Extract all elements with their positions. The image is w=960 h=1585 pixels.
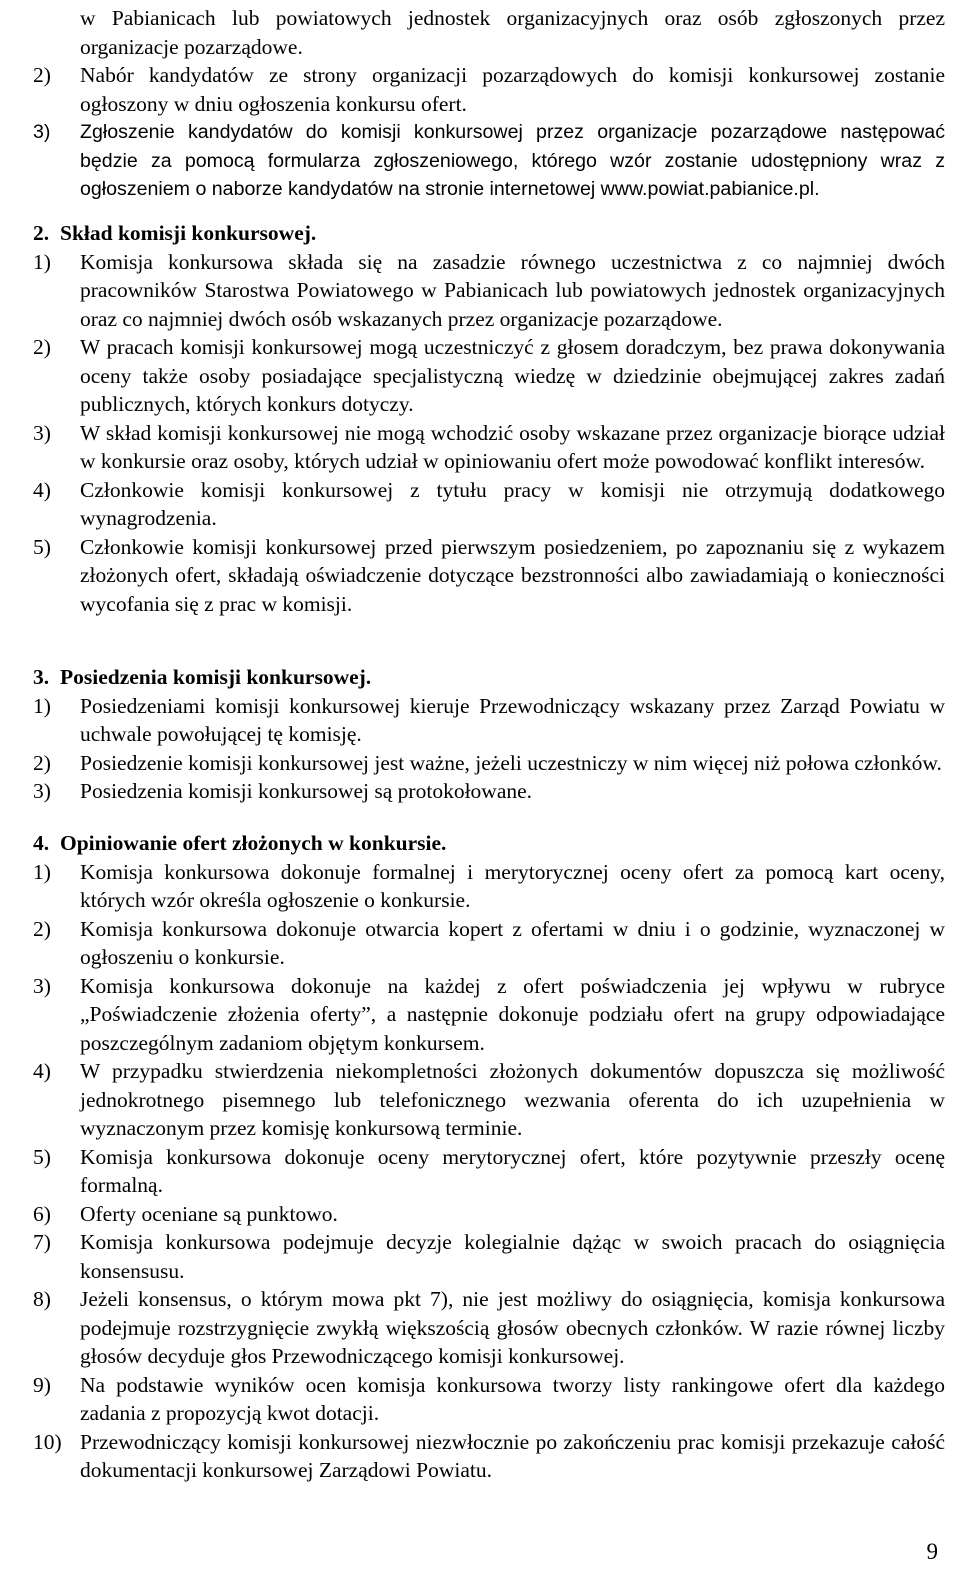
item-text: W skład komisji konkursowej nie mogą wchodzić osoby wskazane przez organizacje biorące udział w konkursie oraz osoby, których udział w opiniowaniu ofert może powodować konflikt interesów. [80,420,945,473]
item-text: Komisja konkursowa podejmuje decyzje kolegialnie dążąc w swoich pracach do osiągnięcia konsensusu. [80,1230,945,1283]
list-item [33,248,945,334]
section-title: Posiedzenia komisji konkursowej. [60,665,372,689]
item-text: Przewodniczący komisji konkursowej niezwłocznie po zakończeniu prac komisji przekazuje całość dokumentacji konkursowej Zarządowi Powiatu. [80,1429,945,1482]
list-item [33,915,945,972]
item-number: 1) [33,249,51,274]
item-number: 4) [33,1059,51,1083]
item-text: Komisja konkursowa dokonuje na każdej z ofert poświadczenia jej wpływu w rubryce „Poświadczenie złożenia oferty”, a następnie dokonuje podziału ofert na grupy odpowiadające poszczególnym zadaniom objętym konkursem. [80,973,945,1055]
list-item [33,533,945,619]
item-number: 3) [33,779,51,803]
item-number: 2) [33,750,51,775]
item-text: Na podstawie wyników ocen komisja konkursowa tworzy listy rankingowe ofert dla każdego zadania z propozycją kwot dotacji. [80,1372,945,1425]
item-number: 7) [33,1230,51,1254]
item-number: 2) [33,916,51,941]
list-item [33,118,945,204]
section-number: 2. [33,221,50,245]
section-opiniowanie [33,829,945,1485]
list-item [33,777,945,806]
section-heading [33,663,945,692]
item-text: W przypadku stwierdzenia niekompletności złożonych dokumentów dopuszcza się możliwość jednokrotnego pisemnego lub telefonicznego wezwania oferenta do ich uzupełnienia w wyznaczonym przez komisję konkursową terminie. [80,1059,945,1140]
list-item [33,692,945,749]
list-item [33,1143,945,1200]
section-number: 3. [33,665,50,689]
item-text: Posiedzeniami komisji konkursowej kieruje Przewodniczący wskazany przez Zarząd Powiatu w uchwale powołującej tę komisję. [80,693,945,746]
section-sklad-komisji [33,219,945,618]
item-text: Komisja konkursowa dokonuje formalnej i merytorycznej oceny ofert za pomocą kart oceny, których wzór określa ogłoszenie o konkursie. [80,859,945,912]
item-number: 1) [33,859,51,884]
list-item [33,1228,945,1285]
item-number: 3) [33,121,51,143]
item-number: 3) [33,420,51,445]
list-item [33,972,945,1058]
list-item [33,1371,945,1428]
list-item [33,1285,945,1371]
item-number: 8) [33,1287,51,1311]
item-number: 2) [33,63,51,87]
section-posiedzenia [33,663,945,806]
list-item [33,61,945,118]
list-item [33,419,945,476]
item-text: Posiedzenia komisji konkursowej są protokołowane. [80,779,533,803]
item-number: 10) [33,1429,62,1454]
section-title: Skład komisji konkursowej. [60,221,317,245]
item-text: Jeżeli konsensus, o którym mowa pkt 7), nie jest możliwy do osiągnięcia, komisja konkursowa podejmuje rozstrzygnięcie zwykłą większością głosów obecnych członków. W razie równej liczby głosów decyduje głos Przewodniczącego komisji konkursowej. [80,1287,945,1368]
item-text: Członkowie komisji konkursowej z tytułu pracy w komisji nie otrzymują dodatkowego wynagrodzenia. [80,477,945,530]
list-item [33,476,945,533]
item-text: Zgłoszenie kandydatów do komisji konkursowej przez organizacje pozarządowe następować będzie za pomocą formularza zgłoszeniowego, którego wzór zostanie udostępniony wraz z ogłoszeniem o naborze kandydatów na stronie internetowej www.powiat.pabianice.pl. [80,121,945,200]
section-title: Opiniowanie ofert złożonych w konkursie. [60,831,447,855]
item-number: 4) [33,477,51,502]
list-item [33,1428,945,1485]
item-number: 2) [33,335,51,359]
list-item [33,1200,945,1229]
item-number: 9) [33,1372,51,1397]
item-number: 5) [33,534,51,559]
item-number: 5) [33,1144,51,1169]
item-text: Oferty oceniane są punktowo. [80,1201,338,1226]
list-item [33,1057,945,1143]
top-block [33,4,945,204]
continuation-text: w Pabianicach lub powiatowych jednostek organizacyjnych oraz osób zgłoszonych przez organizacje pozarządowe. [80,6,945,59]
item-text: Komisja konkursowa dokonuje otwarcia kopert z ofertami w dniu i o godzinie, wyznaczonej w ogłoszeniu o konkursie. [80,916,945,969]
item-number: 1) [33,693,51,718]
item-text: Komisja konkursowa dokonuje oceny merytorycznej ofert, które pozytywnie przeszły ocenę formalną. [80,1144,945,1197]
item-text: Nabór kandydatów ze strony organizacji pozarządowych do komisji konkursowej zostanie ogłoszony w dniu ogłoszenia konkursu ofert. [80,63,945,116]
item-number: 3) [33,973,51,998]
list-item [33,749,945,778]
section-number: 4. [33,831,50,855]
item-text: W pracach komisji konkursowej mogą uczestniczyć z głosem doradczym, bez prawa dokonywania oceny także osoby posiadające specjalistyczną wiedzę w dziedzinie obejmującej zakres zadań publicznych, których konkurs dotyczy. [80,335,945,416]
list-item [33,858,945,915]
list-item [33,333,945,419]
item-text: Członkowie komisji konkursowej przed pierwszym posiedzeniem, po zapoznaniu się z wykazem złożonych ofert, składają oświadczenie dotyczące bezstronności albo zawiadamiają o konieczności wycofania się z prac w komisji. [80,534,945,616]
item-text: Posiedzenie komisji konkursowej jest ważne, jeżeli uczestniczy w nim więcej niż połowa członków. [80,750,942,775]
page-number: 9 [926,1539,938,1564]
section-heading [33,829,945,858]
item-text: Komisja konkursowa składa się na zasadzie równego uczestnictwa z co najmniej dwóch pracowników Starostwa Powiatowego w Pabianicach lub powiatowych jednostek organizacyjnych oraz co najmniej dwóch osób wskazanych przez organizacje pozarządowe. [80,249,945,331]
section-heading [33,219,945,248]
item-number: 6) [33,1201,51,1226]
